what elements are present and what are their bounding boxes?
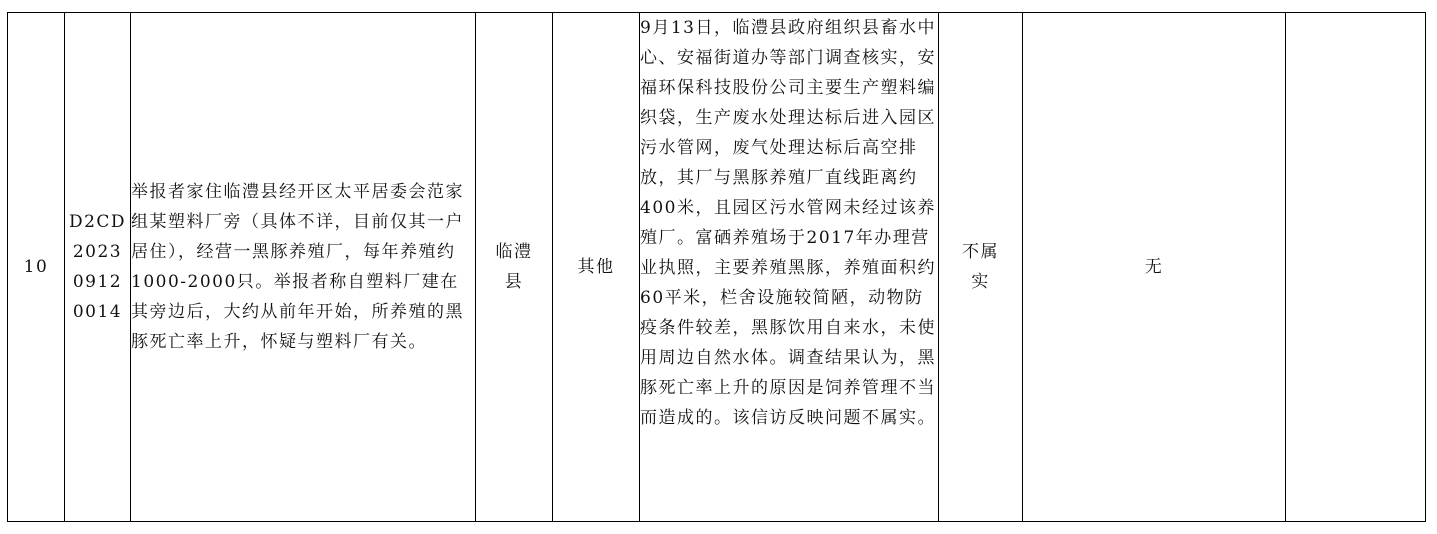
verdict-cell [939, 13, 1023, 522]
table-row [8, 13, 1426, 522]
case-id-cell [65, 13, 131, 522]
county-cell [476, 13, 553, 522]
case-id-line: D2CD [68, 212, 127, 232]
category-cell: 其他 [553, 13, 640, 522]
remarks-cell [1286, 13, 1426, 522]
case-id-line: 2023 [72, 242, 123, 262]
verdict-text: 不属实 [962, 242, 999, 292]
index-cell: 10 [8, 13, 65, 522]
case-id-line: 0912 [72, 272, 123, 292]
handling-cell: 无 [1023, 13, 1286, 522]
case-id-line: 0014 [72, 302, 123, 322]
report-table [7, 12, 1426, 522]
complaint-cell: 举报者家住临澧县经开区太平居委会范家组某塑料厂旁（具体不详，目前仅其一户居住），经营一黑豚养殖厂，每年养殖约1000-2000只。举报者称自塑料厂建在其旁边后，大约从前年开始，所养殖的黑豚死亡率上升，怀疑与塑料厂有关。 [131, 13, 476, 522]
county-text: 临澧县 [495, 242, 533, 292]
investigation-cell: 9月13日，临澧县政府组织县畜水中心、安福街道办等部门调查核实，安福环保科技股份公司主要生产塑料编织袋，生产废水处理达标后进入园区污水管网，废气处理达标后高空排放，其厂与黑豚养殖厂直线距离约400米，且园区污水管网未经过该养殖厂。富硒养殖场于2017年办理营业执照，主要养殖黑豚，养殖面积约60平米，栏舍设施较简陋，动物防疫条件较差，黑豚饮用自来水，未使用周边自然水体。调查结果认为，黑豚死亡率上升的原因是饲养管理不当而造成的。该信访反映问题不属实。 [640, 13, 939, 522]
